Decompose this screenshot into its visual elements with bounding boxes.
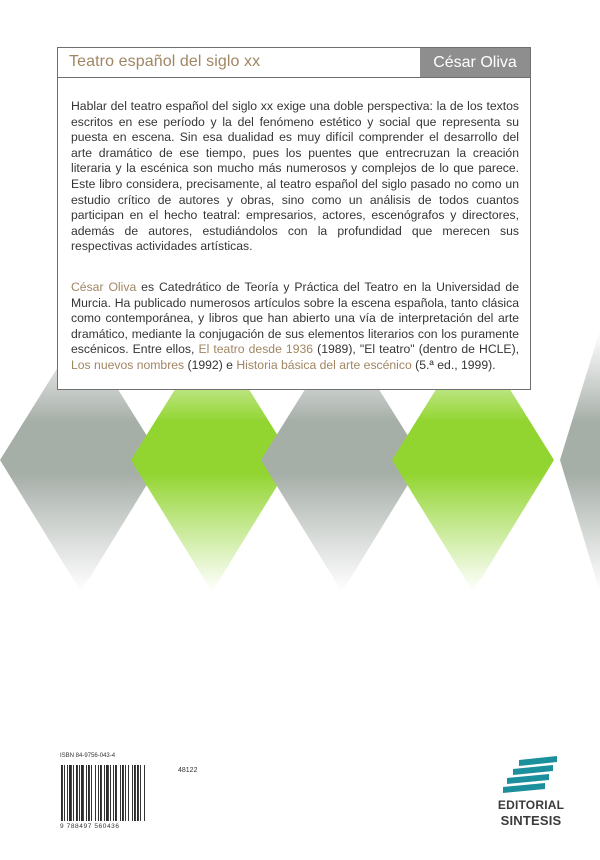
bio-book-1: El teatro desde 1936: [198, 342, 314, 357]
diamond-gray-edge: [560, 330, 600, 592]
synopsis-panel: [57, 47, 531, 390]
bio-author-name: César Oliva: [71, 280, 137, 294]
publisher-logo: [491, 752, 571, 842]
author-name-box: César Oliva: [420, 48, 530, 77]
barcode-icon: [60, 765, 172, 821]
bio-text-1: es Catedrático de Teoría y Práctica del Teatro en la Universidad de Murcia. Ha publicado numerosos artículos sobre la escena española, tanto clásica como contemporánea, y libros que han abierto una vía de interpretación del arte dramático, mediante la conjugación de sus elementos literarios con los puramente escénicos. Entre ellos,: [71, 280, 519, 357]
barcode-digits: 9 788497 560436: [60, 823, 120, 830]
panel-header: [58, 48, 530, 78]
synopsis-text: Hablar del teatro español del siglo xx exige una doble perspectiva: la de los textos escritos en ese período y la del fenómeno estético y social que representa su puesta en escena. Sin esa dualidad es muy difícil comprender el desarrollo del arte dramático de ese tiempo, pues los puentes que entrecruzan la creación literaria y la escénica son mucho más numerosos y complejos de lo que parece. Este libro considera, precisamente, al teatro español del siglo pasado no como un estudio crítico de autores y obras, sino como un análisis de todos cuantos participan en el hecho teatral: empresarios, actores, escenógrafos y directores, además de autores, estudiándolos con la profundidad que merecen sus respectivas actividades artísticas.: [71, 99, 519, 254]
bio-text-3: (1992) e: [184, 357, 237, 372]
bio-book-3: Historia básica del arte escénico: [236, 357, 412, 372]
publisher-name-line2: SINTESIS: [500, 813, 562, 828]
isbn-side-code: 48122: [178, 767, 198, 774]
bio-text-4: (5.ª ed., 1999).: [411, 357, 496, 372]
book-title: Teatro español del siglo xx: [69, 53, 261, 70]
bio-text-2: (1989), "El teatro" (dentro de HCLE),: [313, 342, 520, 357]
author-bio: [71, 280, 519, 374]
isbn-barcode-area: [60, 753, 210, 833]
isbn-label: ISBN 84-9756-043-4: [60, 753, 116, 759]
stacked-stripes-logo-icon: [491, 752, 571, 796]
publisher-name-line1: EDITORIAL: [497, 798, 565, 812]
bio-book-2: Los nuevos nombres: [71, 357, 185, 372]
